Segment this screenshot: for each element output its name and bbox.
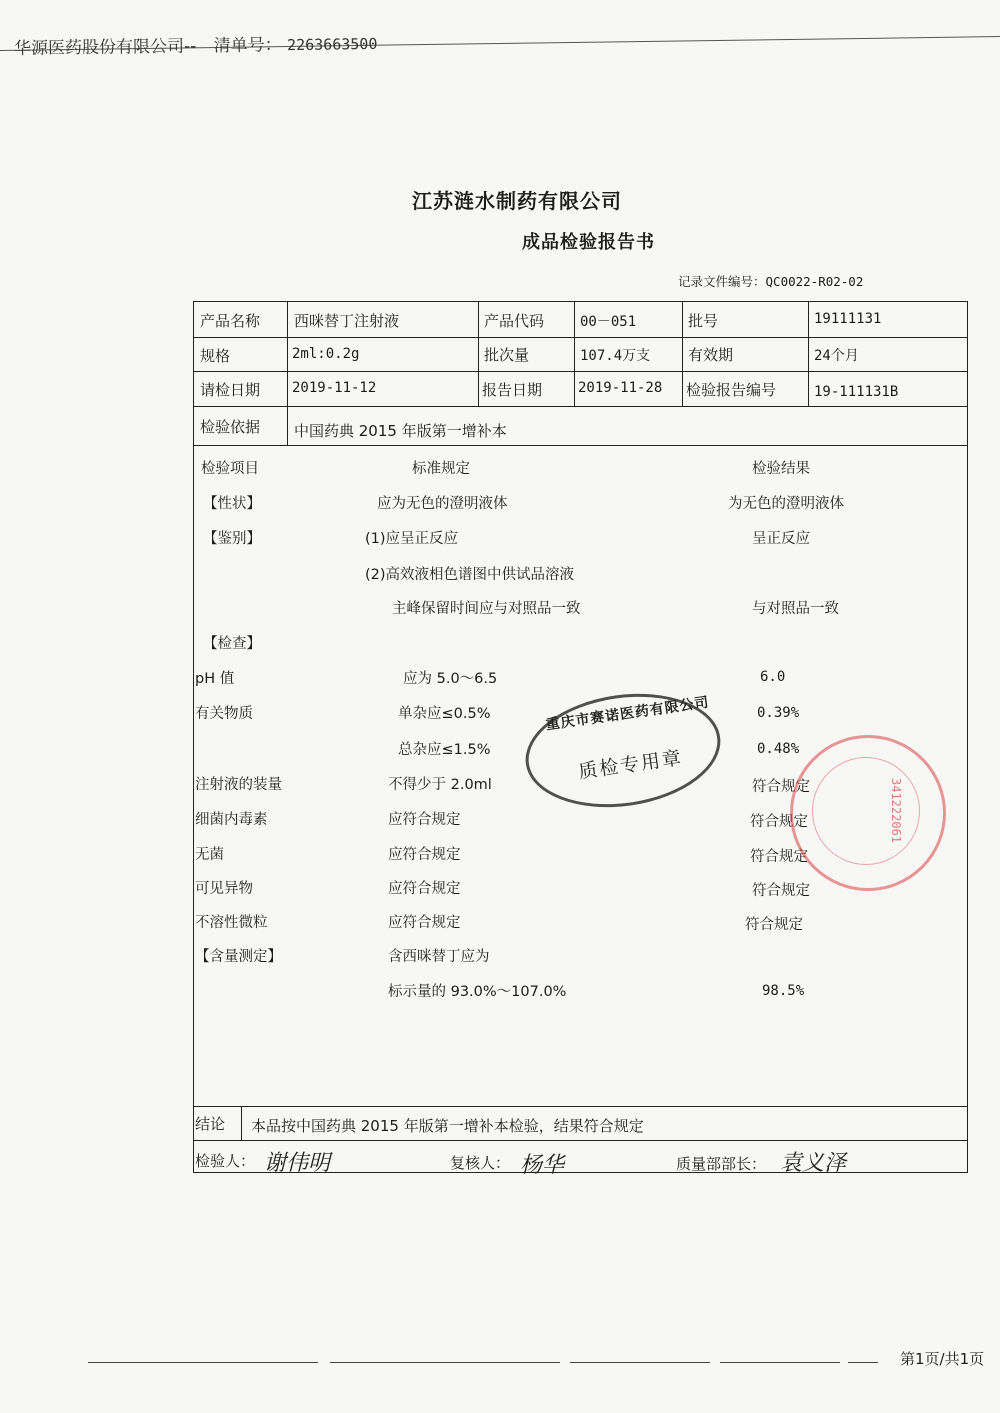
batch-value: 19111131	[814, 311, 882, 327]
footer-rule	[720, 1362, 840, 1363]
result-standard: 含西咪替丁应为	[388, 949, 490, 965]
page-number: 第1页/共1页	[900, 1350, 985, 1368]
result-standard: (2)高效液相色谱图中供试品溶液	[365, 567, 575, 583]
red-seal-number: 341222061	[889, 778, 903, 844]
result-standard: 主峰保留时间应与对照品一致	[392, 601, 581, 617]
stamp-purpose-text: 质检专用章	[577, 746, 685, 784]
result-item: 可见异物	[195, 881, 253, 897]
result-item: 注射液的装量	[195, 777, 282, 793]
footer-rule	[88, 1362, 318, 1363]
batch-qty-label: 批次量	[484, 346, 530, 364]
result-item: 无菌	[195, 847, 224, 863]
table-rule	[193, 1106, 968, 1107]
result-standard: 应符合规定	[388, 915, 461, 931]
qa-head-signature: 袁义泽	[780, 1151, 847, 1176]
header-list-no: 2263663500	[286, 34, 378, 55]
request-date-label: 请检日期	[200, 381, 261, 399]
inspector-signature: 谢伟明	[264, 1151, 331, 1176]
result-value: 为无色的澄明液体	[728, 496, 844, 512]
result-value: 符合规定	[752, 779, 810, 795]
product-code-value: 00－051	[580, 314, 637, 330]
validity-label: 有效期	[688, 346, 734, 364]
footer-rule	[330, 1362, 560, 1363]
result-standard: 应符合规定	[388, 881, 461, 897]
record-label: 记录文件编号：	[678, 274, 766, 289]
table-rule	[193, 445, 968, 446]
basis-value: 中国药典 2015 年版第一增补本	[294, 422, 507, 440]
result-value: 符合规定	[745, 917, 803, 933]
result-standard: 总杂应≤1.5%	[398, 742, 491, 758]
report-date-value: 2019-11-28	[578, 380, 663, 396]
batch-qty-value: 107.4万支	[580, 348, 651, 364]
result-item: 【性状】	[203, 496, 261, 512]
table-rule	[193, 1140, 968, 1141]
spec-value: 2ml:0.2g	[292, 346, 360, 362]
product-code-label: 产品代码	[484, 312, 545, 330]
header-list-label: 清单号：	[213, 35, 282, 57]
product-name-value: 西咪替丁注射液	[294, 312, 400, 330]
report-date-label: 报告日期	[482, 381, 543, 399]
table-rule	[193, 337, 968, 338]
result-standard: 标示量的 93.0%～107.0%	[388, 984, 567, 1000]
result-value: 符合规定	[750, 814, 808, 830]
red-seal-inner-ring	[812, 757, 920, 865]
result-value: 0.48%	[757, 741, 800, 757]
conclusion-label: 结论	[195, 1115, 226, 1133]
col-result-header: 检验结果	[752, 461, 810, 477]
result-standard: 单杂应≤0.5%	[398, 706, 491, 722]
reviewer-signature: 杨华	[520, 1153, 565, 1178]
record-value: QC0022-R02-02	[765, 274, 864, 289]
inspector-label: 检验人：	[195, 1152, 256, 1170]
table-rule	[287, 301, 288, 445]
result-standard: 应为无色的澄明液体	[377, 496, 508, 512]
basis-label: 检验依据	[200, 418, 261, 436]
conclusion-text: 本品按中国药典 2015 年版第一增补本检验，结果符合规定	[251, 1117, 644, 1135]
result-item: 细菌内毒素	[195, 812, 268, 828]
spec-label: 规格	[200, 347, 231, 365]
result-item: 【鉴别】	[203, 531, 261, 547]
table-rule	[808, 301, 809, 406]
result-value: 呈正反应	[752, 531, 810, 547]
product-name-label: 产品名称	[200, 312, 261, 330]
result-item: 有关物质	[195, 706, 253, 722]
table-rule	[241, 1106, 242, 1140]
footer-rule	[570, 1362, 710, 1363]
result-item: pH 值	[195, 671, 235, 687]
result-standard: 应符合规定	[388, 847, 461, 863]
col-item-header: 检验项目	[201, 461, 259, 477]
result-item: 【检查】	[203, 636, 261, 652]
table-rule	[478, 301, 479, 406]
result-value: 98.5%	[762, 983, 805, 999]
document-title: 江苏涟水制药有限公司	[412, 189, 622, 213]
result-standard: 不得少于 2.0ml	[388, 777, 492, 793]
result-value: 与对照品一致	[752, 601, 839, 617]
qa-head-label: 质量部部长：	[676, 1155, 767, 1173]
report-no-value: 19-111131B	[814, 384, 899, 400]
result-standard: (1)应呈正反应	[365, 531, 459, 547]
report-no-label: 检验报告编号	[686, 381, 777, 399]
result-item: 【含量测定】	[195, 949, 282, 965]
document-subtitle: 成品检验报告书	[522, 232, 655, 253]
header-company: 华源医药股份有限公司--	[13, 36, 197, 59]
table-rule	[193, 406, 968, 407]
table-rule	[574, 301, 575, 406]
result-standard: 应为 5.0～6.5	[403, 671, 498, 687]
col-standard-header: 标准规定	[412, 461, 470, 477]
result-value: 符合规定	[752, 883, 810, 899]
record-number	[678, 272, 863, 290]
result-item: 不溶性微粒	[195, 915, 268, 931]
result-standard: 应符合规定	[388, 812, 461, 828]
footer-rule	[848, 1362, 878, 1363]
reviewer-label: 复核人：	[450, 1154, 511, 1172]
result-value: 6.0	[760, 669, 786, 685]
document-header	[14, 29, 378, 59]
result-value: 0.39%	[757, 705, 800, 721]
request-date-value: 2019-11-12	[292, 380, 377, 396]
table-rule	[682, 301, 683, 406]
validity-value: 24个月	[814, 348, 859, 364]
table-rule	[193, 371, 968, 372]
result-value: 符合规定	[750, 849, 808, 865]
batch-label: 批号	[688, 312, 719, 330]
stamp-company-text: 重庆市赛诺医药有限公司	[544, 694, 711, 734]
